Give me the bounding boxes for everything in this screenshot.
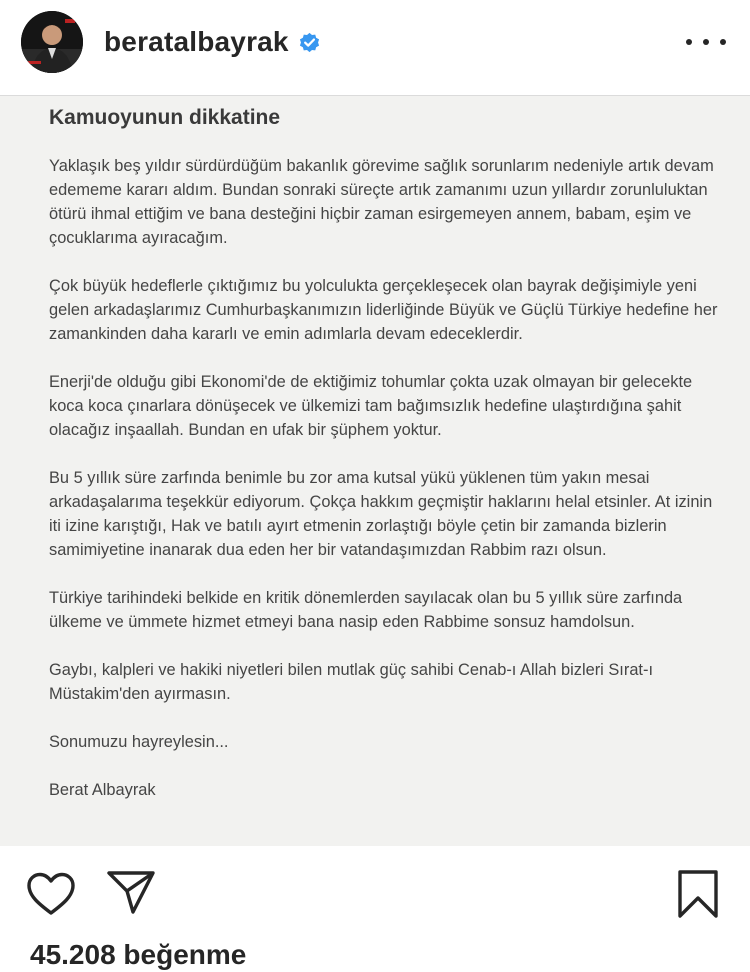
profile-photo-icon	[21, 11, 83, 73]
paper-plane-icon[interactable]	[106, 869, 156, 915]
username[interactable]: beratalbayrak	[104, 26, 289, 57]
bookmark-icon[interactable]	[676, 869, 720, 919]
statement-paragraph: Yaklaşık beş yıldır sürdürdüğüm bakanlık görevime sağlık sorunlarım nedeniyle artık devam edememe kararı aldım. Bundan sonraki süreçte artık zamanımı uzun yıllardır zorunluluktan ötürü ihmal ettiğim ve bana desteğini hiçbir zaman esirgemeyen annem, babam, eşim ve çocuklarıma ayıracağım.	[49, 157, 714, 247]
likes-count[interactable]: 45.208 beğenme	[30, 939, 247, 970]
statement-paragraph: Türkiye tarihindeki belkide en kritik dönemlerden sayılacak olan bu 5 yıllık süre zarfında ülkeme ve ümmete hizmet etmeyi bana nasip eden Rabbime sonsuz hamdolsun.	[49, 589, 683, 631]
post-header	[0, 0, 750, 96]
statement-signature: Berat Albayrak	[49, 781, 156, 799]
statement-paragraph: Sonumuzu hayreylesin...	[49, 733, 229, 751]
heart-icon[interactable]	[26, 871, 76, 917]
more-options-button[interactable]	[686, 28, 726, 56]
statement-paragraph: Enerji'de olduğu gibi Ekonomi'de de ektiğimiz tohumlar çokta uzak olmayan bir gelecekte koca koca çınarlara dönüşecek ve ülkemizi tam bağımsızlık hedefine ulaştırdığına şahit olacağız inşaallah. Bundan en ufak bir şüphem yoktur.	[49, 373, 693, 439]
statement-paragraph: Bu 5 yıllık süre zarfında benimle bu zor ama kutsal yükü yüklenen tüm yakın mesai arkadaşalarıma teşekkür ediyorum. Çokça hakkım geçmiştir haklarını helal etsinler. At izinin iti izine karıştığı, Hak ve batılı ayırt etmenin zorlaştığı böyle çetin bir zamanda bizlerin samimiyetine inanarak dua eden her bir vatandaşımızdan Rabbim razı olsun.	[49, 469, 713, 559]
statement-text	[49, 104, 719, 826]
statement-title: Kamuoyunun dikkatine	[49, 106, 281, 129]
verified-badge-icon	[298, 31, 321, 54]
post-actions-bar	[0, 846, 750, 970]
avatar[interactable]	[21, 11, 83, 73]
statement-paragraph: Çok büyük hedeflerle çıktığımız bu yolculukta gerçekleşecek olan bayrak değişimiyle yeni gelen arkadaşlarımız Cumhurbaşkanımızın liderliğinde Büyük ve Güçlü Türkiye hedefine her zamankinden daha kararlı ve emin adımlarla devam edeceklerdir.	[49, 277, 718, 343]
ellipsis-horizontal-icon	[686, 39, 692, 45]
statement-paragraph: Gaybı, kalpleri ve hakiki niyetleri bilen mutlak güç sahibi Cenab-ı Allah bizleri Sırat-ı Müstakim'den ayırmasın.	[49, 661, 653, 703]
post-image[interactable]	[0, 96, 750, 846]
